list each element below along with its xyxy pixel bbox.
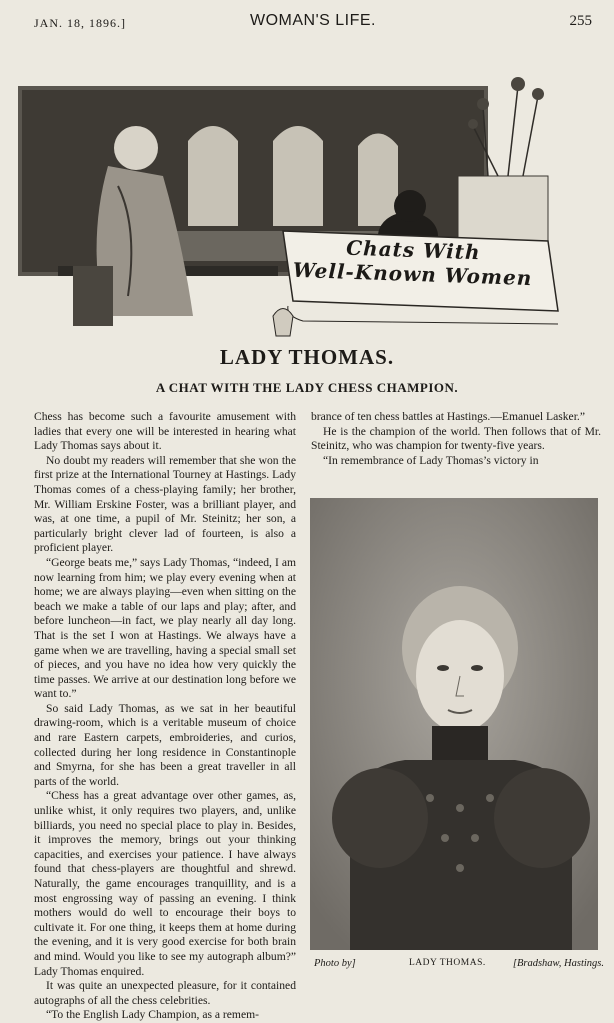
portrait-photo <box>310 498 598 950</box>
photo-credit-prefix: Photo by] <box>314 958 356 969</box>
paragraph: “In remembrance of Lady Thomas’s victory in <box>323 453 539 467</box>
paragraph: brance of ten chess battles at Hastings.—Emanuel Lasker.” <box>311 410 585 423</box>
photo-sitter-name: LADY THOMAS. <box>409 958 486 968</box>
banner-line-2: Well-Known Women <box>292 257 533 291</box>
paragraph: “George beats me,” says Lady Thomas, “indeed, I am now learning from him; we play every evening when at home; we are always playing—even when sitting on the beach we make a table of our laps and play; after, and before luncheon—in fact, we play nearly all day long. That is the set I won at Hastings. We always have a game when we are travelling, having a special small set of pieces, and you have no idea how very quickly the time passes. We arrive at our destination long before we want to.” <box>34 555 296 701</box>
running-head <box>34 12 592 34</box>
article-title: LADY THOMAS. <box>219 345 395 369</box>
article-subtitle: A CHAT WITH THE LADY CHESS CHAMPION. <box>155 380 459 395</box>
paragraph: It was quite an unexpected pleasure, for it contained autographs of all the chess celebrities. <box>34 979 296 1007</box>
banner-line-1: Chats With <box>345 235 481 265</box>
magazine-title: WOMAN'S LIFE. <box>249 12 376 29</box>
right-column <box>311 410 601 490</box>
left-column <box>34 410 296 1022</box>
photo-credit: [Bradshaw, Hastings. <box>512 958 604 969</box>
paragraph: “Chess has a great advantage over other games, as, unlike whist, it only requires two players, and, unlike billiards, you need no special place to play in. Besides, it improves the memory, brings out your thinking capacities, and exercises your patience. I have always found that chess-players are thoughtful and shrewd. Naturally, the game encourages tranquillity, and is a most engrossing way of passing an evening. I think mothers would do well to encourage their boys to cultivate it. For one thing, it keeps them at home during the evening, and it is very good exercise for both brain and mind. Would you like to see my autograph album?” Lady Thomas enquired. <box>34 789 296 978</box>
banner-lettering <box>282 233 544 290</box>
issue-date: JAN. 18, 1896.] <box>34 16 126 30</box>
paragraph: No doubt my readers will remember that she won the first prize at the International Tourney at Hastings. Lady Thomas comes of a chess-playing family; her brother, Mr. William Erskine Foster, was a brilliant player, and was, at one time, a pupil of Mr. Steinitz; her son, a particularly bright clever lad of fourteen, is also a proficient player. <box>34 453 296 555</box>
paragraph: Chess has become such a favourite amusement with ladies that every one will be interested in hearing what Lady Thomas says about it. <box>34 410 296 453</box>
header-illustration <box>18 66 584 384</box>
paragraph: “To the English Lady Champion, as a remem- <box>46 1008 259 1022</box>
paragraph: So said Lady Thomas, as we sat in her beautiful drawing-room, which is a veritable museum of choice and rare Eastern carpets, embroideries, and curios, collected during her long residence in Constantinople and Smyrna, for she has been a great traveller in all parts of the world. <box>34 701 296 788</box>
page-number: 255 <box>569 13 592 29</box>
paragraph: He is the champion of the world. Then follows that of Mr. Steinitz, who was champion for twenty-five years. <box>311 424 601 453</box>
